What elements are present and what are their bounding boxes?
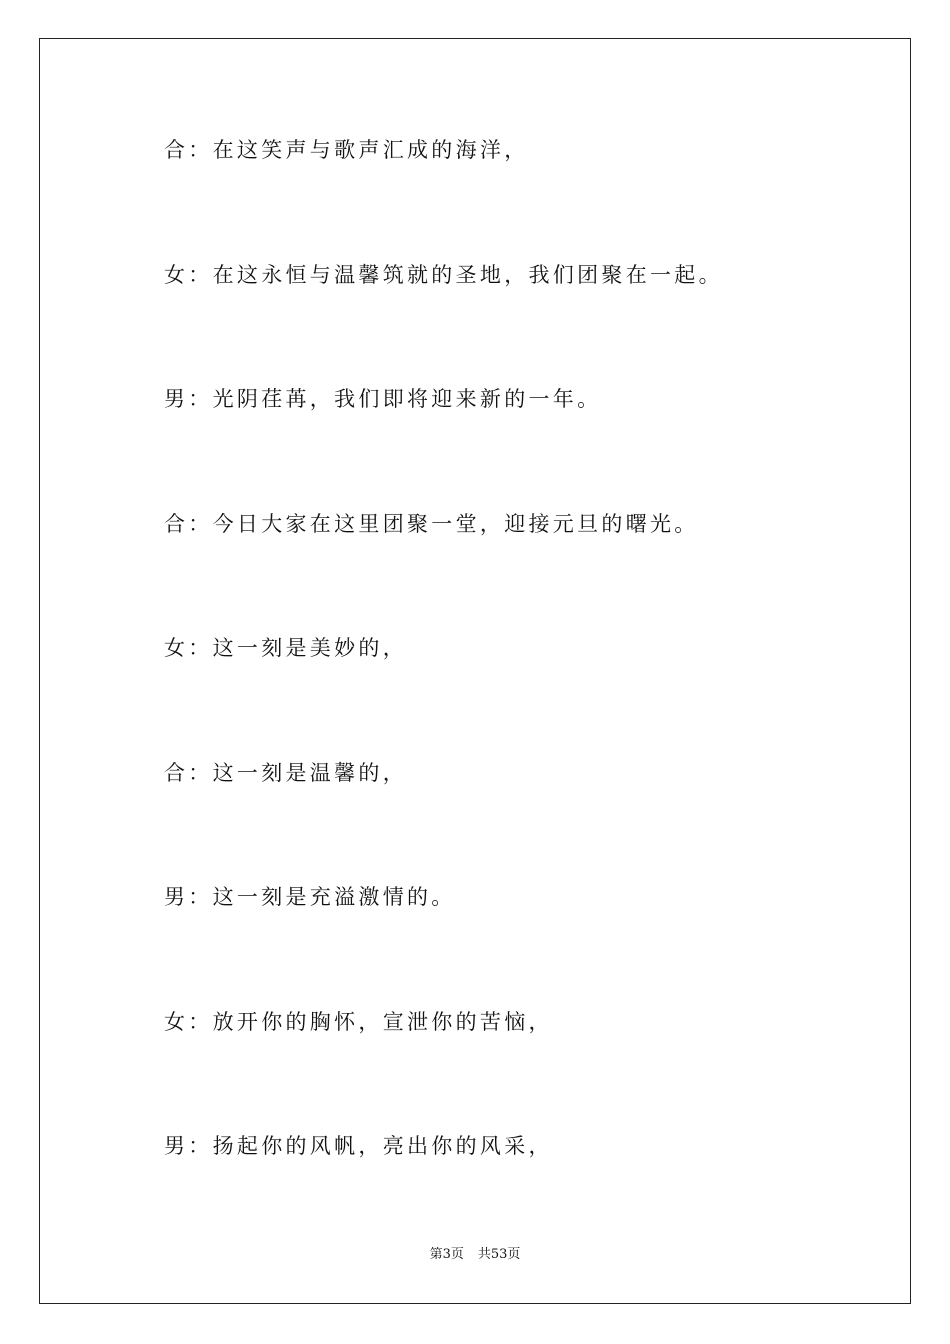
script-line: 合：这一刻是温馨的，: [164, 761, 407, 785]
script-line: 女：放开你的胸怀，宣泄你的苦恼，: [164, 1010, 553, 1034]
page-footer: [0, 1246, 950, 1264]
script-line: 女：这一刻是美妙的，: [164, 636, 407, 660]
page-border: [39, 38, 911, 1304]
script-line: 男：扬起你的风帆，亮出你的风采，: [164, 1134, 553, 1158]
script-line: 男：这一刻是充溢激情的。: [164, 885, 456, 909]
script-line: 合：在这笑声与歌声汇成的海洋，: [164, 138, 529, 162]
script-line: 女：在这永恒与温馨筑就的圣地，我们团聚在一起。: [164, 263, 723, 287]
total-pages-label: 共53页: [477, 1247, 521, 1262]
script-line: 男：光阴荏苒，我们即将迎来新的一年。: [164, 387, 602, 411]
current-page-label: 第3页: [429, 1247, 464, 1262]
script-line: 合：今日大家在这里团聚一堂，迎接元旦的曙光。: [164, 512, 699, 536]
